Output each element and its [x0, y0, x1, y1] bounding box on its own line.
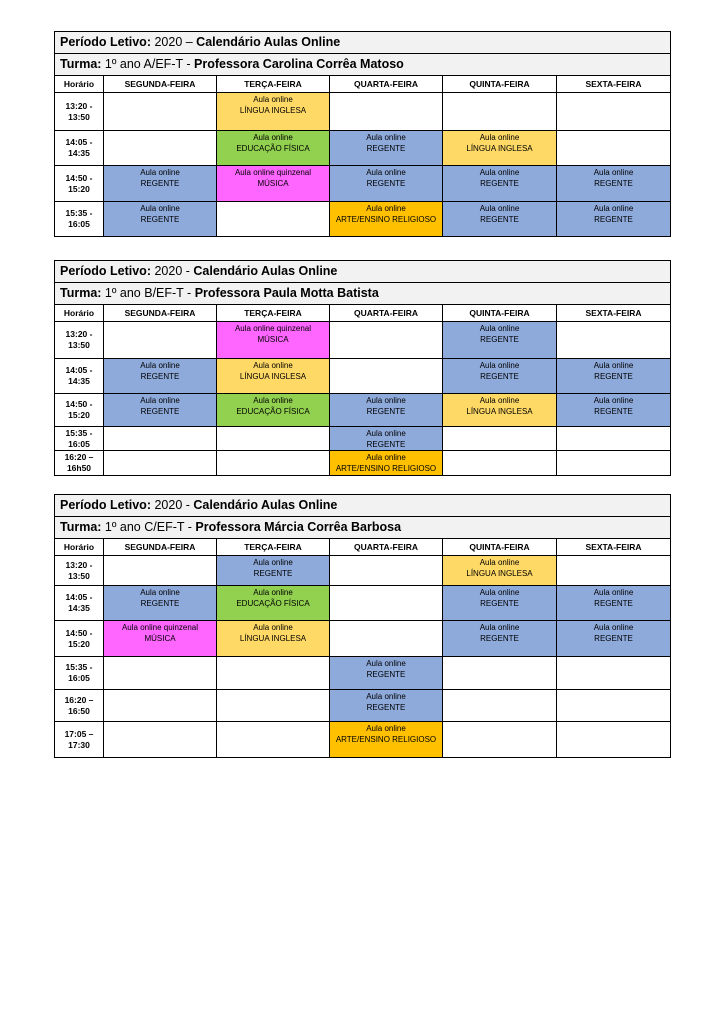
table-row	[55, 586, 671, 621]
class-cell: Aula online REGENTE	[104, 202, 217, 237]
period-title	[55, 32, 671, 54]
class-cell: Aula online REGENTE	[217, 556, 330, 586]
teacher-name: Professora Carolina Corrêa Matoso	[194, 57, 404, 71]
empty-cell	[330, 359, 443, 394]
time-slot: 16:20 – 16h50	[55, 451, 104, 476]
calendar-title: Calendário Aulas Online	[193, 264, 338, 278]
period-value: 2020 –	[150, 35, 197, 49]
column-header-day: SEGUNDA-FEIRA	[104, 305, 217, 322]
time-slot: 15:35 - 16:05	[55, 202, 104, 237]
class-title	[55, 517, 671, 539]
empty-cell	[443, 690, 557, 722]
class-value: 1º ano B/EF-T -	[101, 286, 195, 300]
empty-cell	[557, 93, 671, 131]
class-label: Turma:	[60, 57, 102, 71]
class-label: Turma:	[60, 286, 102, 300]
empty-cell	[217, 451, 330, 476]
column-header-day: QUARTA-FEIRA	[330, 539, 443, 556]
class-cell: Aula online quinzenal MÚSICA	[217, 322, 330, 359]
class-cell: Aula online REGENTE	[557, 359, 671, 394]
empty-cell	[443, 722, 557, 758]
empty-cell	[104, 690, 217, 722]
class-value: 1º ano A/EF-T -	[101, 57, 195, 71]
empty-cell	[104, 556, 217, 586]
class-cell: Aula online REGENTE	[330, 657, 443, 690]
class-title	[55, 283, 671, 305]
empty-cell	[330, 322, 443, 359]
table-row	[55, 621, 671, 657]
class-cell: Aula online LÍNGUA INGLESA	[217, 359, 330, 394]
class-cell: Aula online REGENTE	[443, 621, 557, 657]
empty-cell	[557, 690, 671, 722]
calendar-title: Calendário Aulas Online	[193, 498, 338, 512]
table-row	[55, 451, 671, 476]
class-cell: Aula online REGENTE	[330, 394, 443, 427]
empty-cell	[330, 93, 443, 131]
class-label: Turma:	[60, 520, 102, 534]
schedule-table	[54, 494, 671, 758]
period-label: Período Letivo:	[60, 498, 151, 512]
empty-cell	[557, 131, 671, 166]
table-row	[55, 690, 671, 722]
table-row	[55, 657, 671, 690]
column-header-day: QUINTA-FEIRA	[443, 539, 557, 556]
table-row	[55, 359, 671, 394]
period-label: Período Letivo:	[60, 35, 151, 49]
class-title	[55, 54, 671, 76]
empty-cell	[217, 722, 330, 758]
class-cell: Aula online REGENTE	[557, 202, 671, 237]
teacher-name: Professora Paula Motta Batista	[194, 286, 379, 300]
time-slot: 15:35 - 16:05	[55, 427, 104, 451]
empty-cell	[557, 556, 671, 586]
column-header-time: Horário	[55, 305, 104, 322]
class-cell: Aula online quinzenal MÚSICA	[104, 621, 217, 657]
empty-cell	[443, 451, 557, 476]
empty-cell	[104, 131, 217, 166]
class-cell: Aula online REGENTE	[104, 586, 217, 621]
period-title	[55, 495, 671, 517]
class-cell: Aula online quinzenal MÚSICA	[217, 166, 330, 202]
time-slot: 13:20 - 13:50	[55, 322, 104, 359]
class-cell: Aula online REGENTE	[557, 394, 671, 427]
column-header-day: TERÇA-FEIRA	[217, 305, 330, 322]
column-header-day: QUARTA-FEIRA	[330, 76, 443, 93]
column-header-day: QUINTA-FEIRA	[443, 76, 557, 93]
time-slot: 14:50 - 15:20	[55, 166, 104, 202]
class-cell: Aula online LÍNGUA INGLESA	[217, 621, 330, 657]
period-value: 2020 -	[150, 498, 194, 512]
time-slot: 13:20 - 13:50	[55, 93, 104, 131]
table-row	[55, 322, 671, 359]
class-cell: Aula online LÍNGUA INGLESA	[217, 93, 330, 131]
empty-cell	[104, 93, 217, 131]
empty-cell	[104, 427, 217, 451]
class-cell: Aula online REGENTE	[443, 322, 557, 359]
column-header-day: SEXTA-FEIRA	[557, 305, 671, 322]
table-row	[55, 131, 671, 166]
class-cell: Aula online REGENTE	[443, 359, 557, 394]
column-header-day: SEXTA-FEIRA	[557, 539, 671, 556]
column-header-day: SEGUNDA-FEIRA	[104, 76, 217, 93]
empty-cell	[557, 451, 671, 476]
time-slot: 16:20 – 16:50	[55, 690, 104, 722]
class-cell: Aula online REGENTE	[557, 166, 671, 202]
empty-cell	[217, 202, 330, 237]
time-slot: 14:05 - 14:35	[55, 359, 104, 394]
empty-cell	[330, 586, 443, 621]
class-cell: Aula online EDUCAÇÃO FÍSICA	[217, 586, 330, 621]
column-header-day: TERÇA-FEIRA	[217, 76, 330, 93]
time-slot: 14:50 - 15:20	[55, 621, 104, 657]
class-cell: Aula online REGENTE	[443, 586, 557, 621]
empty-cell	[557, 722, 671, 758]
time-slot: 15:35 - 16:05	[55, 657, 104, 690]
column-header-day: SEGUNDA-FEIRA	[104, 539, 217, 556]
empty-cell	[104, 322, 217, 359]
class-value: 1º ano C/EF-T -	[101, 520, 196, 534]
empty-cell	[330, 556, 443, 586]
table-row	[55, 166, 671, 202]
schedule-table	[54, 260, 671, 476]
table-row	[55, 394, 671, 427]
calendar-title: Calendário Aulas Online	[196, 35, 341, 49]
class-cell: Aula online REGENTE	[443, 202, 557, 237]
class-cell: Aula online REGENTE	[443, 166, 557, 202]
column-header-day: QUINTA-FEIRA	[443, 305, 557, 322]
class-cell: Aula online REGENTE	[104, 359, 217, 394]
class-cell: Aula online REGENTE	[330, 690, 443, 722]
column-header-day: SEXTA-FEIRA	[557, 76, 671, 93]
class-cell: Aula online LÍNGUA INGLESA	[443, 131, 557, 166]
time-slot: 14:05 - 14:35	[55, 586, 104, 621]
empty-cell	[217, 427, 330, 451]
empty-cell	[557, 322, 671, 359]
empty-cell	[104, 657, 217, 690]
class-cell: Aula online REGENTE	[330, 427, 443, 451]
time-slot: 14:05 - 14:35	[55, 131, 104, 166]
schedule-table	[54, 31, 671, 237]
period-title	[55, 261, 671, 283]
empty-cell	[217, 690, 330, 722]
column-header-time: Horário	[55, 76, 104, 93]
class-cell: Aula online EDUCAÇÃO FÍSICA	[217, 131, 330, 166]
teacher-name: Professora Márcia Corrêa Barbosa	[195, 520, 402, 534]
class-cell: Aula online ARTE/ENSINO RELIGIOSO	[330, 722, 443, 758]
empty-cell	[557, 427, 671, 451]
table-row	[55, 93, 671, 131]
class-cell: Aula online EDUCAÇÃO FÍSICA	[217, 394, 330, 427]
empty-cell	[443, 427, 557, 451]
class-cell: Aula online ARTE/ENSINO RELIGIOSO	[330, 451, 443, 476]
empty-cell	[557, 657, 671, 690]
class-cell: Aula online REGENTE	[330, 166, 443, 202]
class-cell: Aula online ARTE/ENSINO RELIGIOSO	[330, 202, 443, 237]
empty-cell	[104, 451, 217, 476]
empty-cell	[104, 722, 217, 758]
empty-cell	[330, 621, 443, 657]
table-row	[55, 427, 671, 451]
class-cell: Aula online LÍNGUA INGLESA	[443, 556, 557, 586]
class-cell: Aula online REGENTE	[104, 394, 217, 427]
period-label: Período Letivo:	[60, 264, 151, 278]
class-cell: Aula online LÍNGUA INGLESA	[443, 394, 557, 427]
table-row	[55, 556, 671, 586]
column-header-time: Horário	[55, 539, 104, 556]
table-row	[55, 202, 671, 237]
class-cell: Aula online REGENTE	[104, 166, 217, 202]
column-header-day: TERÇA-FEIRA	[217, 539, 330, 556]
empty-cell	[443, 93, 557, 131]
time-slot: 13:20 - 13:50	[55, 556, 104, 586]
empty-cell	[217, 657, 330, 690]
class-cell: Aula online REGENTE	[557, 621, 671, 657]
table-row	[55, 722, 671, 758]
empty-cell	[443, 657, 557, 690]
time-slot: 14:50 - 15:20	[55, 394, 104, 427]
class-cell: Aula online REGENTE	[330, 131, 443, 166]
time-slot: 17:05 – 17:30	[55, 722, 104, 758]
class-cell: Aula online REGENTE	[557, 586, 671, 621]
column-header-day: QUARTA-FEIRA	[330, 305, 443, 322]
period-value: 2020 -	[150, 264, 194, 278]
